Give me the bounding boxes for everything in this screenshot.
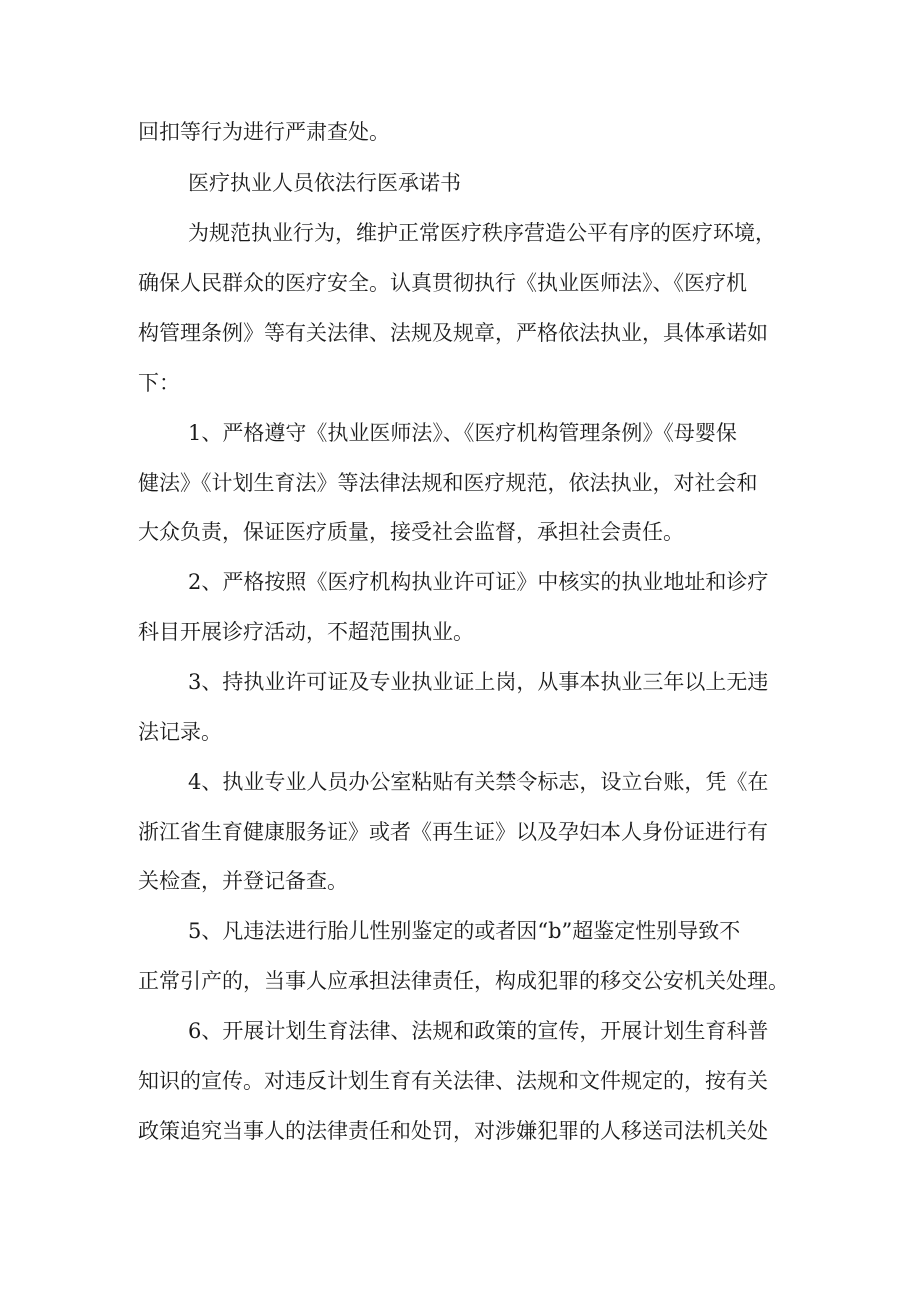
text-line: 构管理条例》等有关法律、法规及规章，严格依法执业，具体承诺如 bbox=[138, 321, 768, 345]
text-line: 2、严格按照《医疗机构执业许可证》中核实的执业地址和诊疗 bbox=[188, 570, 769, 594]
text-line: 5、凡违法进行胎儿性别鉴定的或者因“b”超鉴定性别导致不 bbox=[188, 919, 741, 943]
text-line: 关检查，并登记备查。 bbox=[138, 869, 348, 893]
text-line: 政策追究当事人的法律责任和处罚，对涉嫌犯罪的人移送司法机关处 bbox=[138, 1119, 768, 1143]
text-line: 健法》《计划生育法》等法律法规和医疗规范，依法执业，对社会和 bbox=[138, 471, 758, 495]
text-line: 浙江省生育健康服务证》或者《再生证》以及孕妇本人身份证进行有 bbox=[138, 820, 768, 844]
text-line: 法记录。 bbox=[138, 720, 222, 744]
text-line: 正常引产的，当事人应承担法律责任，构成犯罪的移交公安机关处理。 bbox=[138, 969, 789, 993]
text-line: 6、开展计划生育法律、法规和政策的宣传，开展计划生育科普 bbox=[188, 1019, 769, 1043]
document-title: 医疗执业人员依法行医承诺书 bbox=[188, 171, 461, 195]
text-line: 下： bbox=[138, 371, 180, 395]
text-line: 科目开展诊疗活动，不超范围执业。 bbox=[138, 620, 474, 644]
text-line: 知识的宣传。对违反计划生育有关法律、法规和文件规定的，按有关 bbox=[138, 1069, 768, 1093]
text-line: 4、执业专业人员办公室粘贴有关禁令标志，设立台账，凭《在 bbox=[188, 770, 769, 794]
text-line: 确保人民群众的医疗安全。认真贯彻执行《执业医师法》、《医疗机 bbox=[138, 271, 747, 295]
text-line: 为规范执业行为，维护正常医疗秩序营造公平有序的医疗环境， bbox=[188, 221, 776, 245]
text-line: 大众负责，保证医疗质量，接受社会监督，承担社会责任。 bbox=[138, 520, 684, 544]
text-line: 回扣等行为进行严肃查处。 bbox=[138, 120, 390, 144]
text-line: 3、持执业许可证及专业执业证上岗，从事本执业三年以上无违 bbox=[188, 670, 769, 694]
text-line: 1、严格遵守《执业医师法》、《医疗机构管理条例》《母婴保 bbox=[188, 421, 737, 445]
